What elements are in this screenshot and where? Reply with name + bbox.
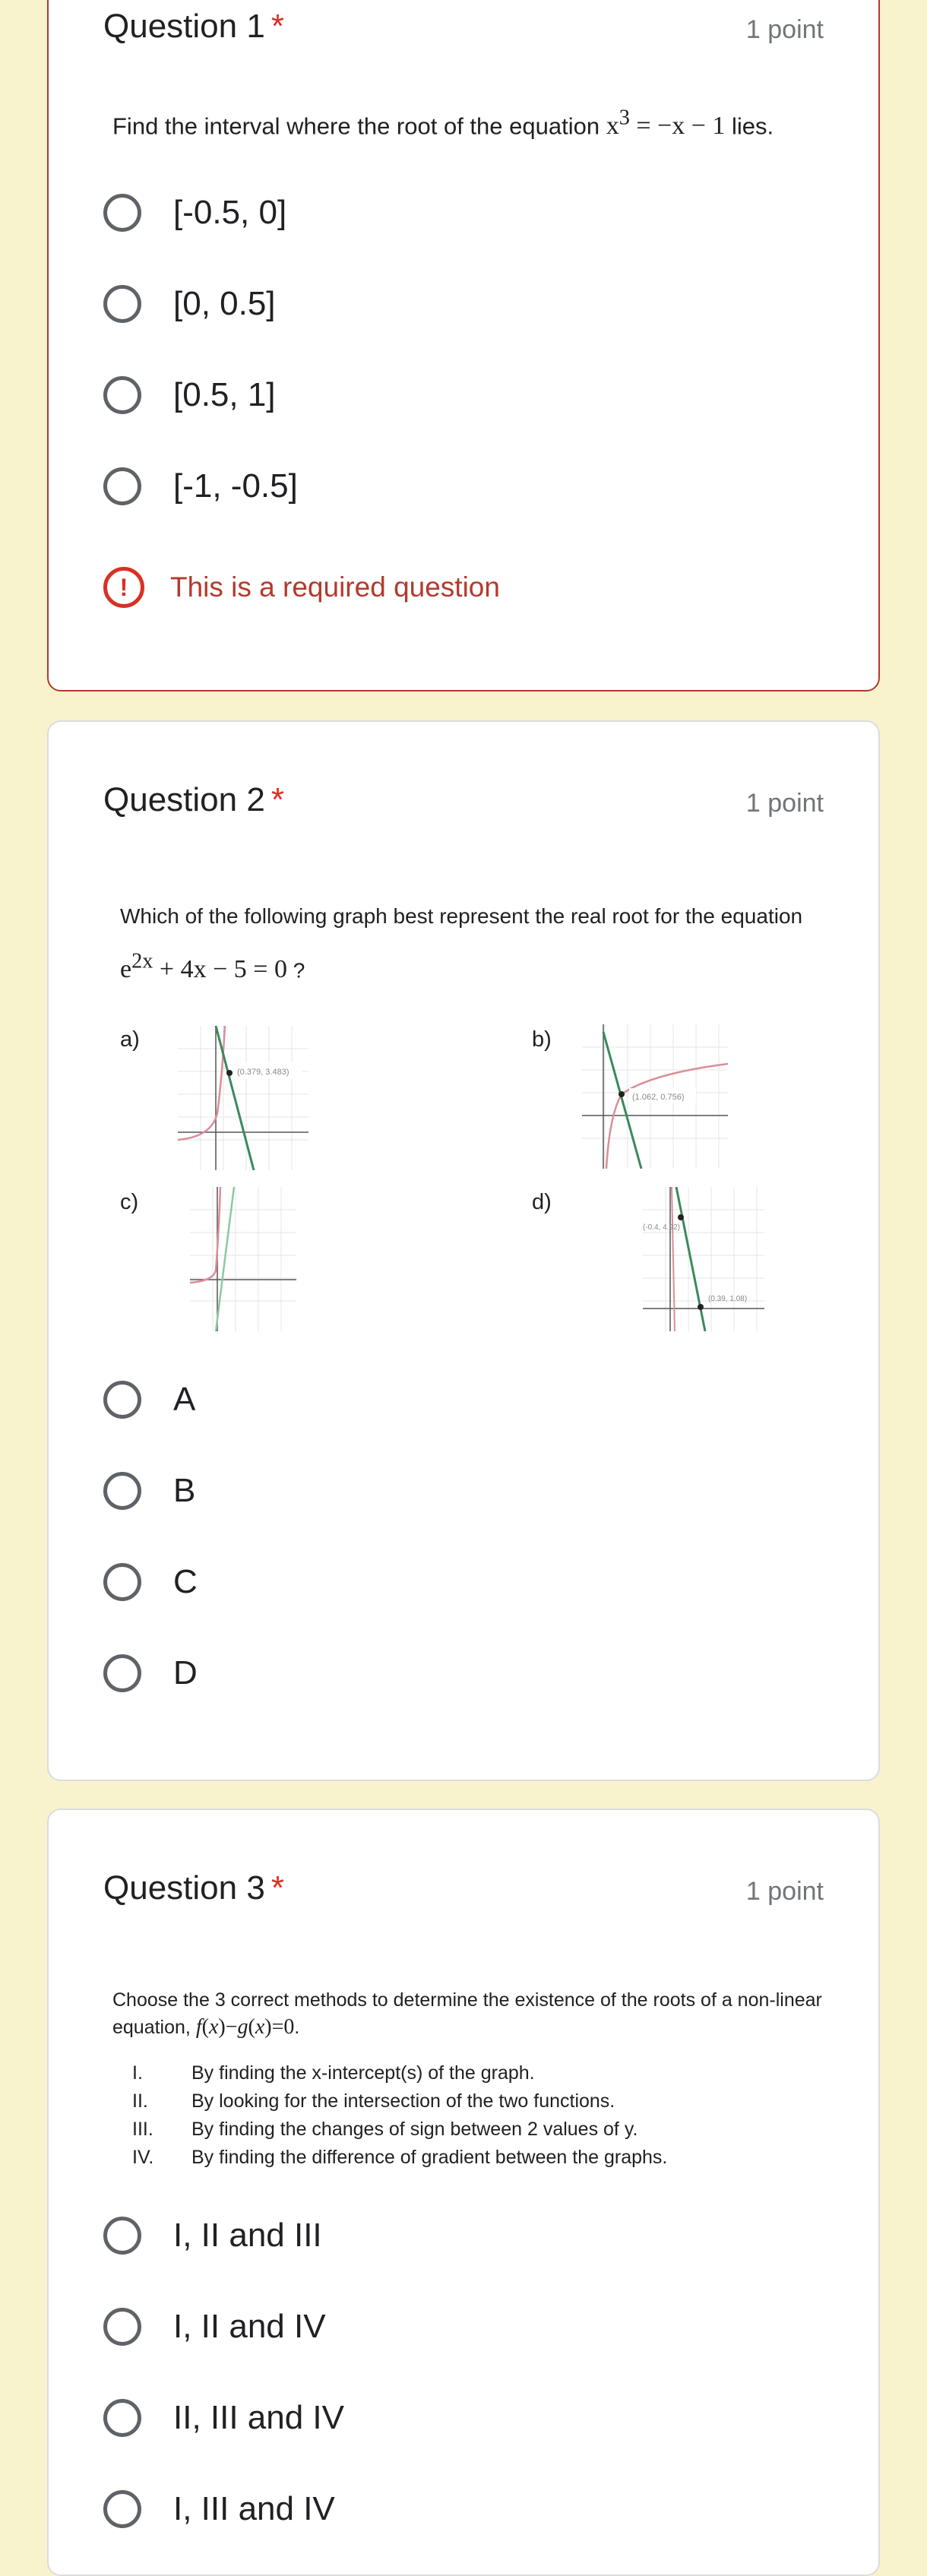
q2-option-d-radio[interactable] bbox=[103, 1654, 141, 1692]
method-item: III. By finding the changes of sign between 2 values of y. bbox=[132, 2119, 638, 2140]
q1-option-4-label: [-1, -0.5] bbox=[173, 467, 298, 505]
q2-option-a[interactable] bbox=[103, 1377, 195, 1422]
graph-d-point-2 bbox=[698, 1304, 704, 1310]
graph-a-intersection-point bbox=[226, 1070, 233, 1076]
q2-option-a-radio[interactable] bbox=[103, 1381, 141, 1419]
q2-option-c-label: C bbox=[173, 1563, 198, 1600]
q3-option-2[interactable] bbox=[103, 2304, 326, 2350]
required-asterisk: * bbox=[271, 1869, 284, 1907]
question-1-card bbox=[47, 0, 880, 691]
q3-option-2-label: I, II and IV bbox=[173, 2308, 326, 2345]
graph-a-annotation: (0.379, 3.483) bbox=[237, 1068, 289, 1077]
q1-option-4[interactable] bbox=[103, 464, 298, 509]
question-3-equation: f(x)−g(x)=0 bbox=[195, 2015, 295, 2039]
required-asterisk: * bbox=[271, 8, 284, 45]
q2-option-b-radio[interactable] bbox=[103, 1472, 141, 1510]
question-1-prompt: Find the interval where the root of the equation $x^3 = -x - 1$ lies. bbox=[112, 106, 774, 141]
question-3-card bbox=[47, 1809, 880, 2576]
q3-option-3[interactable] bbox=[103, 2395, 344, 2441]
method-item: II. By looking for the intersection of the two functions. bbox=[132, 2090, 615, 2112]
required-error bbox=[103, 567, 500, 608]
graph-d-point-1 bbox=[678, 1214, 684, 1220]
question-1-title: Question 1 * bbox=[103, 8, 284, 45]
graph-d-annotation-2: (0.39, 1.08) bbox=[708, 1295, 748, 1303]
graph-b bbox=[582, 1024, 728, 1169]
q1-option-1[interactable] bbox=[103, 190, 286, 236]
q2-option-b[interactable] bbox=[103, 1468, 195, 1514]
question-2-title: Question 2 * bbox=[103, 781, 284, 818]
question-2-prompt: Which of the following graph best represent the real root for the equation bbox=[120, 904, 803, 928]
q3-option-3-radio[interactable] bbox=[103, 2399, 141, 2437]
question-2-card bbox=[47, 720, 880, 1781]
graph-d-annotation-1: (-0.4, 4.92) bbox=[643, 1223, 680, 1232]
method-item: I. By finding the x-intercept(s) of the graph. bbox=[132, 2062, 535, 2084]
graph-d bbox=[643, 1187, 764, 1331]
graph-a bbox=[178, 1026, 308, 1170]
q1-option-2[interactable] bbox=[103, 281, 276, 327]
q3-option-2-radio[interactable] bbox=[103, 2308, 141, 2346]
q1-option-4-radio[interactable] bbox=[103, 467, 141, 505]
q1-option-1-label: [-0.5, 0] bbox=[173, 194, 287, 231]
question-1-equation: $x^3 = -x - 1$ bbox=[606, 106, 726, 141]
question-2-points: 1 point bbox=[745, 789, 824, 818]
question-3-title: Question 3 * bbox=[103, 1869, 284, 1907]
method-list bbox=[132, 2059, 667, 2172]
q2-option-a-label: A bbox=[173, 1381, 196, 1418]
question-2-equation: $e^{2x} + 4x - 5 = 0$ bbox=[120, 950, 287, 984]
required-asterisk: * bbox=[271, 781, 284, 818]
q2-option-b-label: B bbox=[173, 1472, 196, 1509]
graph-b-annotation: (1.062, 0.756) bbox=[632, 1093, 685, 1102]
q1-option-2-label: [0, 0.5] bbox=[173, 285, 276, 322]
question-3-prompt: Choose the 3 correct methods to determine the existence of the roots of a non-linear bbox=[112, 1989, 822, 2011]
q1-option-2-radio[interactable] bbox=[103, 285, 141, 323]
q3-option-4-label: I, III and IV bbox=[173, 2490, 335, 2527]
q2-option-d-label: D bbox=[173, 1654, 198, 1691]
question-2-prompt-equation: $e^{2x} + 4x - 5 = 0$ ? bbox=[120, 950, 305, 984]
graph-b-label: b) bbox=[532, 1027, 552, 1052]
graph-a-label: a) bbox=[120, 1027, 140, 1052]
graph-b-intersection-point bbox=[619, 1091, 625, 1097]
q1-option-3-label: [0.5, 1] bbox=[173, 376, 276, 413]
method-item: IV. By finding the difference of gradient between the graphs. bbox=[132, 2147, 668, 2168]
q1-option-3-radio[interactable] bbox=[103, 376, 141, 414]
graph-d-label: d) bbox=[532, 1190, 552, 1214]
question-1-points: 1 point bbox=[745, 15, 824, 44]
q3-option-4-radio[interactable] bbox=[103, 2490, 141, 2528]
question-3-prompt-line2: equation, f(x)−g(x)=0. bbox=[112, 2015, 300, 2039]
q1-option-1-radio[interactable] bbox=[103, 194, 141, 232]
q3-option-1-label: I, II and III bbox=[173, 2217, 322, 2254]
exclamation-icon: ! bbox=[103, 567, 144, 608]
q3-option-4[interactable] bbox=[103, 2486, 335, 2532]
graph-c-label: c) bbox=[120, 1190, 139, 1214]
required-error-text: This is a required question bbox=[170, 571, 500, 603]
q1-option-3[interactable] bbox=[103, 372, 276, 418]
q3-option-1[interactable] bbox=[103, 2213, 322, 2258]
q2-option-c-radio[interactable] bbox=[103, 1563, 141, 1601]
q3-option-3-label: II, III and IV bbox=[173, 2399, 345, 2436]
graph-c bbox=[190, 1187, 296, 1331]
q3-option-1-radio[interactable] bbox=[103, 2217, 141, 2255]
q2-option-c[interactable] bbox=[103, 1559, 198, 1605]
question-3-points: 1 point bbox=[745, 1877, 824, 1906]
q2-option-d[interactable] bbox=[103, 1650, 198, 1696]
